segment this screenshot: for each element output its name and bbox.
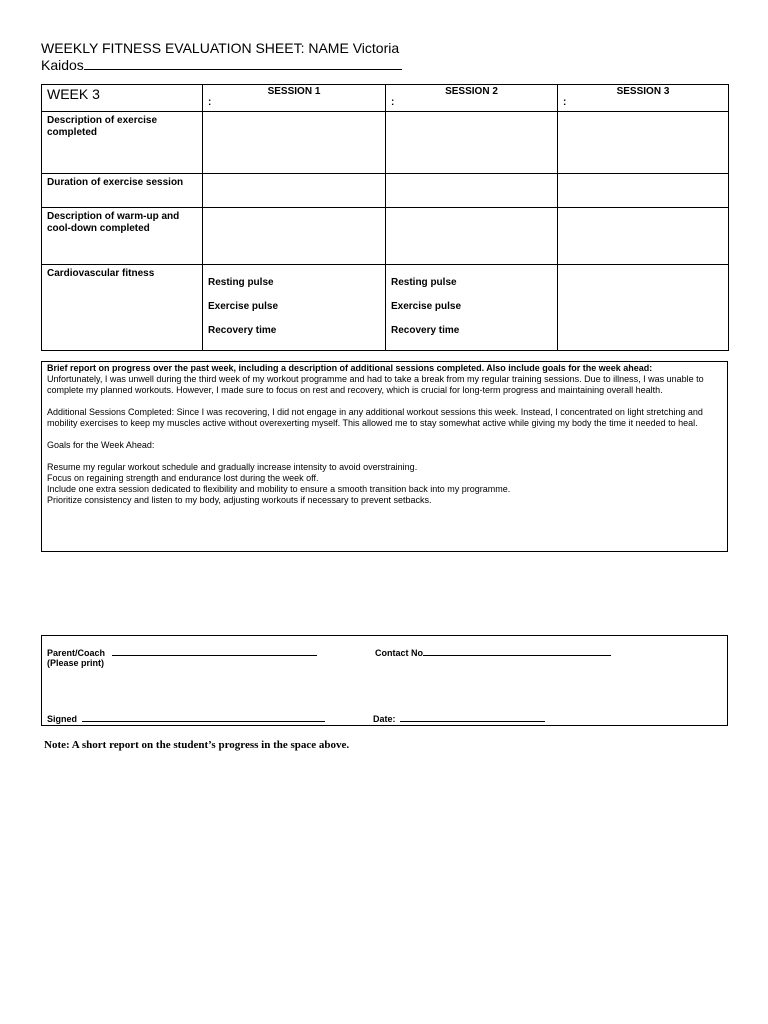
table-row-duration <box>42 174 729 208</box>
date-label: Date: <box>373 714 396 724</box>
goal-item: Include one extra session dedicated to flexibility and mobility to ensure a smooth transition back into my programme. <box>47 484 511 494</box>
table-header-row <box>42 85 729 112</box>
goal-item: Prioritize consistency and listen to my body, adjusting workouts if necessary to prevent setbacks. <box>47 495 432 505</box>
week-label: WEEK 3 <box>47 86 100 102</box>
progress-report-box <box>41 361 728 552</box>
goal-item: Focus on regaining strength and endurance lost during the week off. <box>47 473 319 483</box>
session-1-exercise-cell[interactable] <box>203 112 386 174</box>
session-3-label: SESSION 3 <box>616 86 670 97</box>
session-2-label: SESSION 2 <box>445 86 498 97</box>
session-2-header <box>386 85 558 112</box>
session-2-colon: : <box>391 97 395 108</box>
contact-label: Contact No <box>375 648 423 658</box>
report-heading: Brief report on progress over the past week, including a description of additional sessions completed. Also include goals for the week ahead: <box>47 363 653 373</box>
date-field[interactable] <box>400 713 545 722</box>
session-1-recovery-time-label: Recovery time <box>208 325 277 336</box>
report-paragraph-2: Additional Sessions Completed: Since I was recovering, I did not engage in any additional workout sessions this week. Instead, I concentrated on light stretching and mobility exercises to keep my muscles active without overexerting myself. This allowed me to stay somewhat active while giving my body the time it needed to heal. <box>47 407 703 428</box>
parent-coach-field[interactable] <box>112 647 317 656</box>
session-1-cardio-cell[interactable] <box>203 265 386 351</box>
warmup-label: Description of warm-up and cool-down completed <box>47 211 180 234</box>
please-print-label: (Please print) <box>47 658 105 668</box>
table-row-warmup <box>42 208 729 265</box>
session-2-duration-cell[interactable] <box>386 174 558 208</box>
duration-label: Duration of exercise session <box>47 177 184 188</box>
goals-heading: Goals for the Week Ahead: <box>47 440 155 450</box>
week-cell <box>42 85 203 112</box>
session-1-header <box>203 85 386 112</box>
session-3-exercise-cell[interactable] <box>558 112 729 174</box>
session-table <box>41 84 729 351</box>
signature-field[interactable] <box>82 713 325 722</box>
session-1-exercise-pulse-label: Exercise pulse <box>208 301 279 312</box>
goal-item: Resume my regular workout schedule and gradually increase intensity to avoid overstraining. <box>47 462 418 472</box>
table-row-cardio <box>42 265 729 351</box>
footer-note: Note: A short report on the student’s progress in the space above. <box>44 739 350 751</box>
session-2-exercise-pulse-label: Exercise pulse <box>391 301 462 312</box>
cardio-label: Cardiovascular fitness <box>47 268 155 279</box>
session-3-cardio-cell[interactable] <box>558 265 729 351</box>
sheet-title <box>41 41 421 73</box>
session-2-cardio-cell[interactable] <box>386 265 558 351</box>
session-3-duration-cell[interactable] <box>558 174 729 208</box>
session-1-label: SESSION 1 <box>267 86 321 97</box>
report-paragraph-1: Unfortunately, I was unwell during the third week of my workout programme and had to take a break from my regular training sessions. Due to illness, I was unable to complete my planned workouts. However, I made sure to focus on rest and recovery, which is crucial for long-term progress and maintaining overall health. <box>47 374 704 395</box>
session-3-header <box>558 85 729 112</box>
session-1-duration-cell[interactable] <box>203 174 386 208</box>
session-2-warmup-cell[interactable] <box>386 208 558 265</box>
session-1-resting-pulse-label: Resting pulse <box>208 277 274 288</box>
title-text: WEEKLY FITNESS EVALUATION SHEET: NAME Victoria <box>41 40 400 56</box>
name-underline <box>84 56 402 70</box>
table-row-exercise <box>42 112 729 174</box>
session-3-colon: : <box>563 97 567 108</box>
session-2-resting-pulse-label: Resting pulse <box>391 277 457 288</box>
session-3-warmup-cell[interactable] <box>558 208 729 265</box>
contact-field[interactable] <box>423 647 611 656</box>
parent-coach-label: Parent/Coach <box>47 648 106 658</box>
name-surname: Kaidos <box>41 57 84 73</box>
session-2-exercise-cell[interactable] <box>386 112 558 174</box>
session-2-recovery-time-label: Recovery time <box>391 325 460 336</box>
session-1-warmup-cell[interactable] <box>203 208 386 265</box>
exercise-description-label: Description of exercise completed <box>47 115 158 138</box>
signoff-box <box>41 635 728 726</box>
session-1-colon: : <box>208 97 212 108</box>
signed-label: Signed <box>47 714 78 724</box>
